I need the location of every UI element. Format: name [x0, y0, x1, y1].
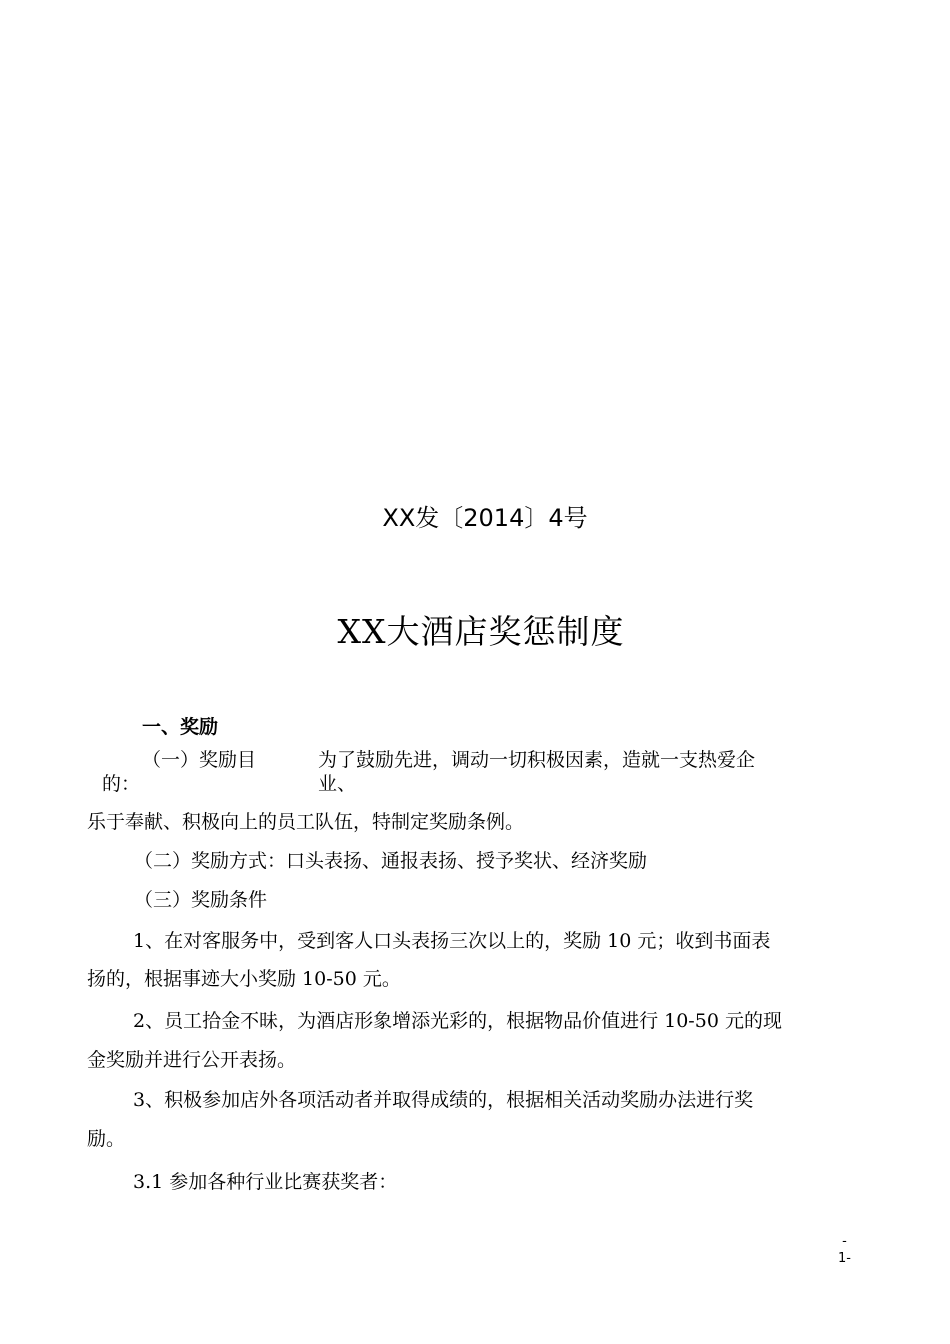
- item-1-label-line-2: 的：: [102, 773, 141, 795]
- condition-3-line-2: 励。: [87, 1128, 126, 1150]
- condition-3-1: 3.1 参加各种行业比赛获奖者：: [133, 1171, 398, 1193]
- section-heading-rewards: 一、奖励: [142, 716, 219, 738]
- page-number: [838, 1233, 851, 1267]
- condition-1-line-2: 扬的，根据事迹大小奖励 10-50 元。: [87, 968, 401, 990]
- item-1-text-line-2: 业、: [318, 773, 357, 795]
- item-2-reward-methods: （二）奖励方式：口头表扬、通报表扬、授予奖状、经济奖励: [134, 850, 648, 872]
- item-1-continuation: 乐于奉献、积极向上的员工队伍，特制定奖励条例。: [87, 811, 525, 833]
- document-title: XX大酒店奖惩制度: [337, 612, 625, 651]
- condition-2-line-2: 金奖励并进行公开表扬。: [87, 1049, 297, 1071]
- page-number-top: -: [842, 1234, 847, 1249]
- condition-2-line-1: 2、员工拾金不昧，为酒店形象增添光彩的，根据物品价值进行 10-50 元的现: [133, 1010, 782, 1032]
- item-1-text-line-1: 为了鼓励先进，调动一切积极因素，造就一支热爱企: [318, 749, 756, 771]
- page-number-bottom: 1-: [838, 1251, 851, 1266]
- condition-1-line-1: 1、在对客服务中，受到客人口头表扬三次以上的，奖励 10 元；收到书面表: [133, 930, 771, 952]
- item-3-reward-conditions: （三）奖励条件: [134, 889, 268, 911]
- item-1-label-line-1: （一）奖励目: [142, 749, 257, 771]
- condition-3-line-1: 3、积极参加店外各项活动者并取得成绩的，根据相关活动奖励办法进行奖: [133, 1089, 754, 1111]
- document-number: XX发〔2014〕4号: [382, 504, 588, 532]
